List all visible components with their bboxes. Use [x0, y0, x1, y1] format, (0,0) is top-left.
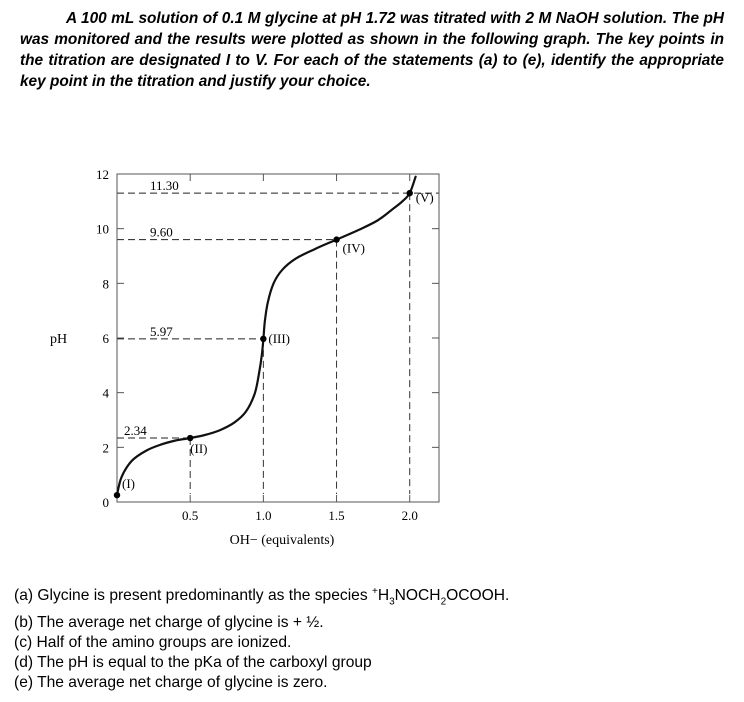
key-point-label: (II)	[190, 441, 208, 457]
key-point-marker	[114, 492, 120, 498]
reference-label: 9.60	[150, 224, 173, 240]
key-point-marker	[407, 190, 413, 196]
x-tick-label: 2.0	[401, 508, 418, 523]
reference-lines	[117, 178, 439, 438]
statements-list	[14, 582, 734, 693]
y-tick-label: 2	[102, 440, 109, 456]
statement-d: (d) The pH is equal to the pKa of the carboxyl group	[14, 653, 372, 671]
key-point-marker	[260, 336, 266, 342]
key-point-label: (IV)	[342, 240, 365, 256]
x-tick-label: 1.5	[328, 508, 345, 523]
key-point-label: (I)	[122, 476, 135, 492]
x-tick-label: 0.5	[182, 508, 199, 523]
equivalence-drop-lines	[190, 193, 410, 494]
key-point-label: (V)	[415, 190, 434, 206]
key-point-label: (III)	[268, 330, 291, 346]
y-axis-label: pH	[50, 332, 68, 347]
statement-c: (c) Half of the amino groups are ionized.	[14, 633, 292, 651]
reference-label: 2.34	[124, 423, 147, 439]
question-prompt: A 100 mL solution of 0.1 M glycine at pH 1.72 was titrated with 2 M NaOH solution. The pH was monitored and the results were plotted as shown in the following graph. The key points in the titration are designated I to V. For each of the statements (a) to (e), identify the appropriate key point in the titration and justify your choice.	[20, 10, 724, 90]
y-tick-label: 6	[102, 331, 109, 346]
y-tick-label: 10	[96, 221, 109, 237]
statement-a: (a) Glycine is present predominantly as the species $^+H_3NOCH_2OCOOH$.	[14, 586, 510, 608]
y-tick-label: 12	[96, 167, 109, 182]
reference-label: 11.30	[150, 178, 179, 194]
statement-e: (e) The average net charge of glycine is zero.	[14, 674, 328, 692]
key-point-marker	[333, 236, 339, 242]
y-tick-label: 0	[102, 495, 109, 510]
y-tick-label: 4	[102, 385, 109, 401]
x-tick-label: 1.0	[255, 508, 272, 523]
reference-label: 5.97	[150, 323, 173, 339]
statement-b: (b) The average net charge of glycine is + ½.	[14, 613, 324, 631]
x-axis-label: OH− (equivalents)	[229, 533, 335, 548]
y-tick-label: 8	[102, 276, 109, 292]
